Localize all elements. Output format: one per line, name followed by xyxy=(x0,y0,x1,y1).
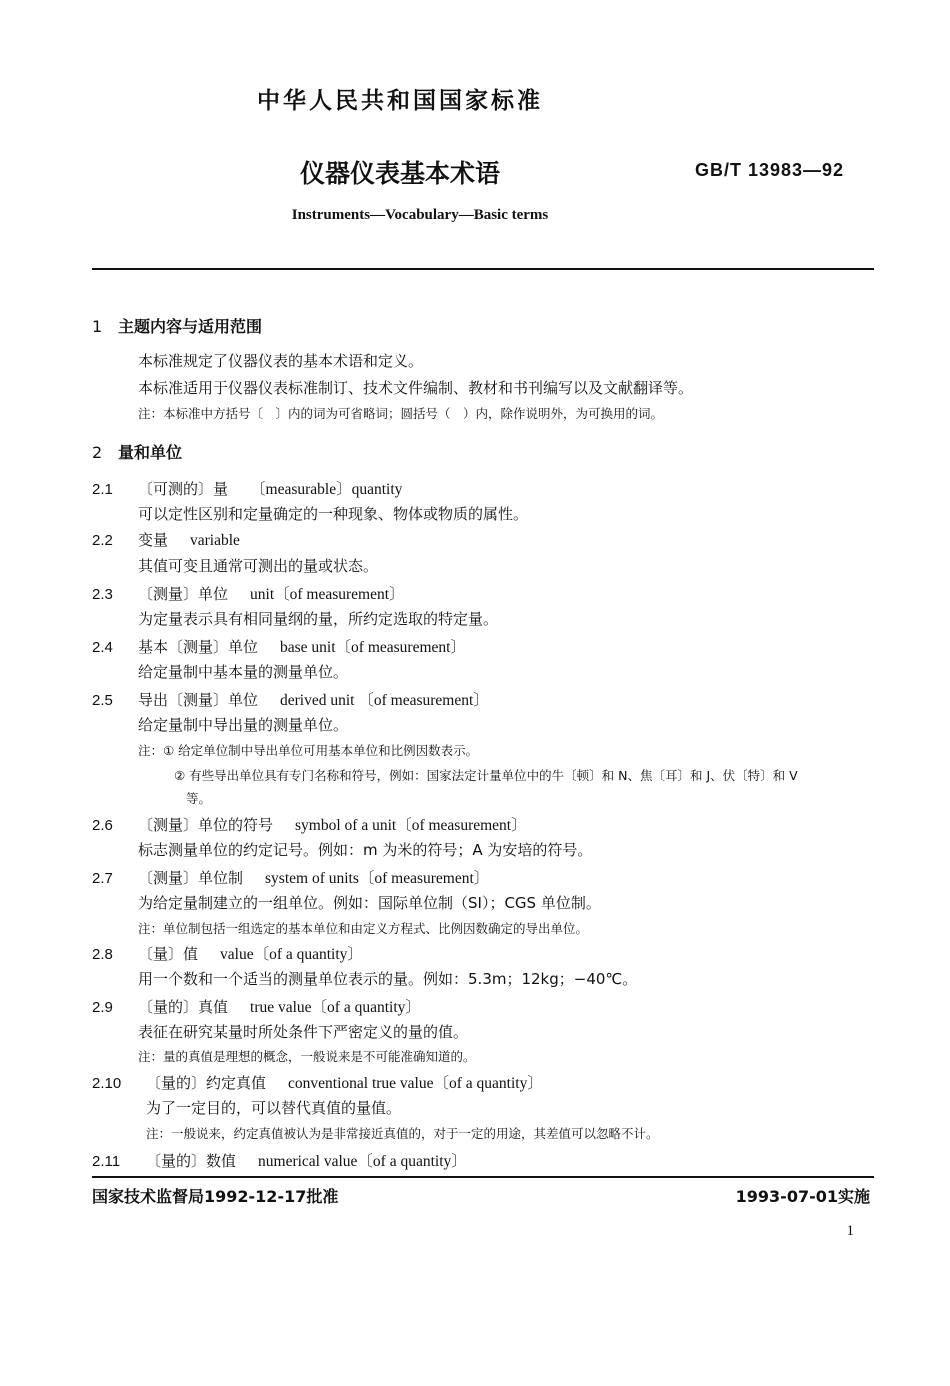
term-chinese: 〔量的〕约定真值 xyxy=(146,1074,267,1092)
section-title: 量和单位 xyxy=(118,443,183,462)
term-2-4 xyxy=(92,635,466,657)
term-chinese: 导出〔测量〕单位 xyxy=(138,691,259,709)
term-chinese: 〔可测的〕量 xyxy=(138,480,229,498)
term-2-10 xyxy=(92,1071,543,1093)
scope-paragraph-1: 本标准规定了仪器仪表的基本术语和定义。 xyxy=(138,352,424,370)
term-2-7 xyxy=(92,866,489,888)
term-chinese: 基本〔测量〕单位 xyxy=(138,638,259,656)
term-number: 2.8 xyxy=(92,946,113,963)
term-2-3 xyxy=(92,582,405,604)
term-english: value〔of a quantity〕 xyxy=(220,946,363,963)
term-number: 2.9 xyxy=(92,999,113,1016)
term-note: ② 有些导出单位具有专门名称和符号，例如：国家法定计量单位中的牛〔顿〕和 N、焦〔耳〕和 J、伏〔特〕和 V xyxy=(174,768,798,783)
term-definition: 标志测量单位的约定记号。例如：m 为米的符号；A 为安培的符号。 xyxy=(138,841,593,859)
implementation-date: 1993-07-01实施 xyxy=(735,1187,870,1206)
page-number: 1 xyxy=(846,1223,854,1239)
term-english: derived unit 〔of measurement〕 xyxy=(280,692,489,709)
scope-paragraph-2: 本标准适用于仪器仪表标准制订、技术文件编制、教材和书刊编写以及文献翻译等。 xyxy=(138,379,694,397)
section-number: 2 xyxy=(92,443,103,462)
section-number: 1 xyxy=(92,317,103,336)
term-number: 2.11 xyxy=(92,1153,121,1170)
document-title: 仪器仪表基本术语 xyxy=(299,159,500,188)
term-note: 注：量的真值是理想的概念，一般说来是不可能准确知道的。 xyxy=(138,1049,476,1064)
term-2-11 xyxy=(92,1149,467,1171)
term-note: 注：一般说来，约定真值被认为是非常接近真值的，对于一定的用途，其差值可以忽略不计。 xyxy=(146,1126,659,1141)
term-definition: 用一个数和一个适当的测量单位表示的量。例如：5.3m；12kg；−40℃。 xyxy=(138,970,638,988)
term-english: conventional true value〔of a quantity〕 xyxy=(288,1075,543,1092)
term-2-2 xyxy=(92,529,240,550)
term-english: unit〔of measurement〕 xyxy=(250,586,405,603)
term-definition: 给定量制中基本量的测量单位。 xyxy=(138,663,349,681)
term-number: 2.7 xyxy=(92,870,113,887)
scope-note: 注：本标准中方括号〔 〕内的词为可省略词；圆括号（ ）内，除作说明外，为可换用的词。 xyxy=(138,406,664,421)
term-number: 2.2 xyxy=(92,532,113,549)
term-number: 2.5 xyxy=(92,692,113,709)
term-english: symbol of a unit〔of measurement〕 xyxy=(295,817,527,834)
term-definition: 为了一定目的，可以替代真值的量值。 xyxy=(146,1099,402,1117)
term-definition: 为定量表示具有相同量纲的量，所约定选取的特定量。 xyxy=(138,610,499,628)
term-english: system of units〔of measurement〕 xyxy=(265,870,490,887)
term-2-9 xyxy=(92,995,421,1017)
term-number: 2.4 xyxy=(92,639,113,656)
term-definition: 为给定量制建立的一组单位。例如：国际单位制（SI）；CGS 单位制。 xyxy=(138,894,601,912)
term-number: 2.1 xyxy=(92,481,113,498)
standard-number: GB/T 13983—92 xyxy=(695,160,845,180)
term-definition: 给定量制中导出量的测量单位。 xyxy=(138,716,349,734)
term-english: base unit〔of measurement〕 xyxy=(280,639,466,656)
term-chinese: 〔测量〕单位制 xyxy=(138,869,244,887)
term-chinese: 〔量的〕真值 xyxy=(138,998,229,1016)
term-2-8 xyxy=(92,942,363,964)
term-chinese: 变量 xyxy=(138,531,169,549)
term-chinese: 〔量的〕数值 xyxy=(146,1152,237,1170)
term-number: 2.3 xyxy=(92,586,113,603)
term-definition: 其值可变且通常可测出的量或状态。 xyxy=(138,557,379,575)
term-english: numerical value〔of a quantity〕 xyxy=(258,1153,467,1170)
term-chinese: 〔测量〕单位的符号 xyxy=(138,816,274,834)
term-note-continuation: 等。 xyxy=(186,791,212,806)
term-chinese: 〔测量〕单位 xyxy=(138,585,229,603)
term-definition: 可以定性区别和定量确定的一种现象、物体或物质的属性。 xyxy=(138,505,529,523)
term-2-5 xyxy=(92,688,489,710)
term-number: 2.6 xyxy=(92,817,113,834)
footer-divider xyxy=(92,1176,874,1178)
term-definition: 表征在研究某量时所处条件下严密定义的量的值。 xyxy=(138,1023,469,1041)
section-2-heading xyxy=(92,440,182,463)
section-title: 主题内容与适用范围 xyxy=(118,317,263,336)
term-english: 〔measurable〕quantity xyxy=(250,481,403,498)
national-standard-heading: 中华人民共和国国家标准 xyxy=(257,88,543,114)
approval-date: 国家技术监督局1992-12-17批准 xyxy=(92,1187,339,1206)
term-note: 注：① 给定单位制中导出单位可用基本单位和比例因数表示。 xyxy=(138,743,479,758)
section-1-heading xyxy=(92,314,262,337)
term-note: 注：单位制包括一组选定的基本单位和由定义方程式、比例因数确定的导出单位。 xyxy=(138,921,589,936)
english-title: Instruments—Vocabulary—Basic terms xyxy=(291,207,549,223)
term-chinese: 〔量〕值 xyxy=(138,945,199,963)
term-english: true value〔of a quantity〕 xyxy=(250,999,421,1016)
term-english: variable xyxy=(190,532,240,549)
term-2-6 xyxy=(92,813,527,835)
term-number: 2.10 xyxy=(92,1075,122,1092)
term-2-1 xyxy=(92,477,402,499)
header-divider xyxy=(92,268,874,270)
